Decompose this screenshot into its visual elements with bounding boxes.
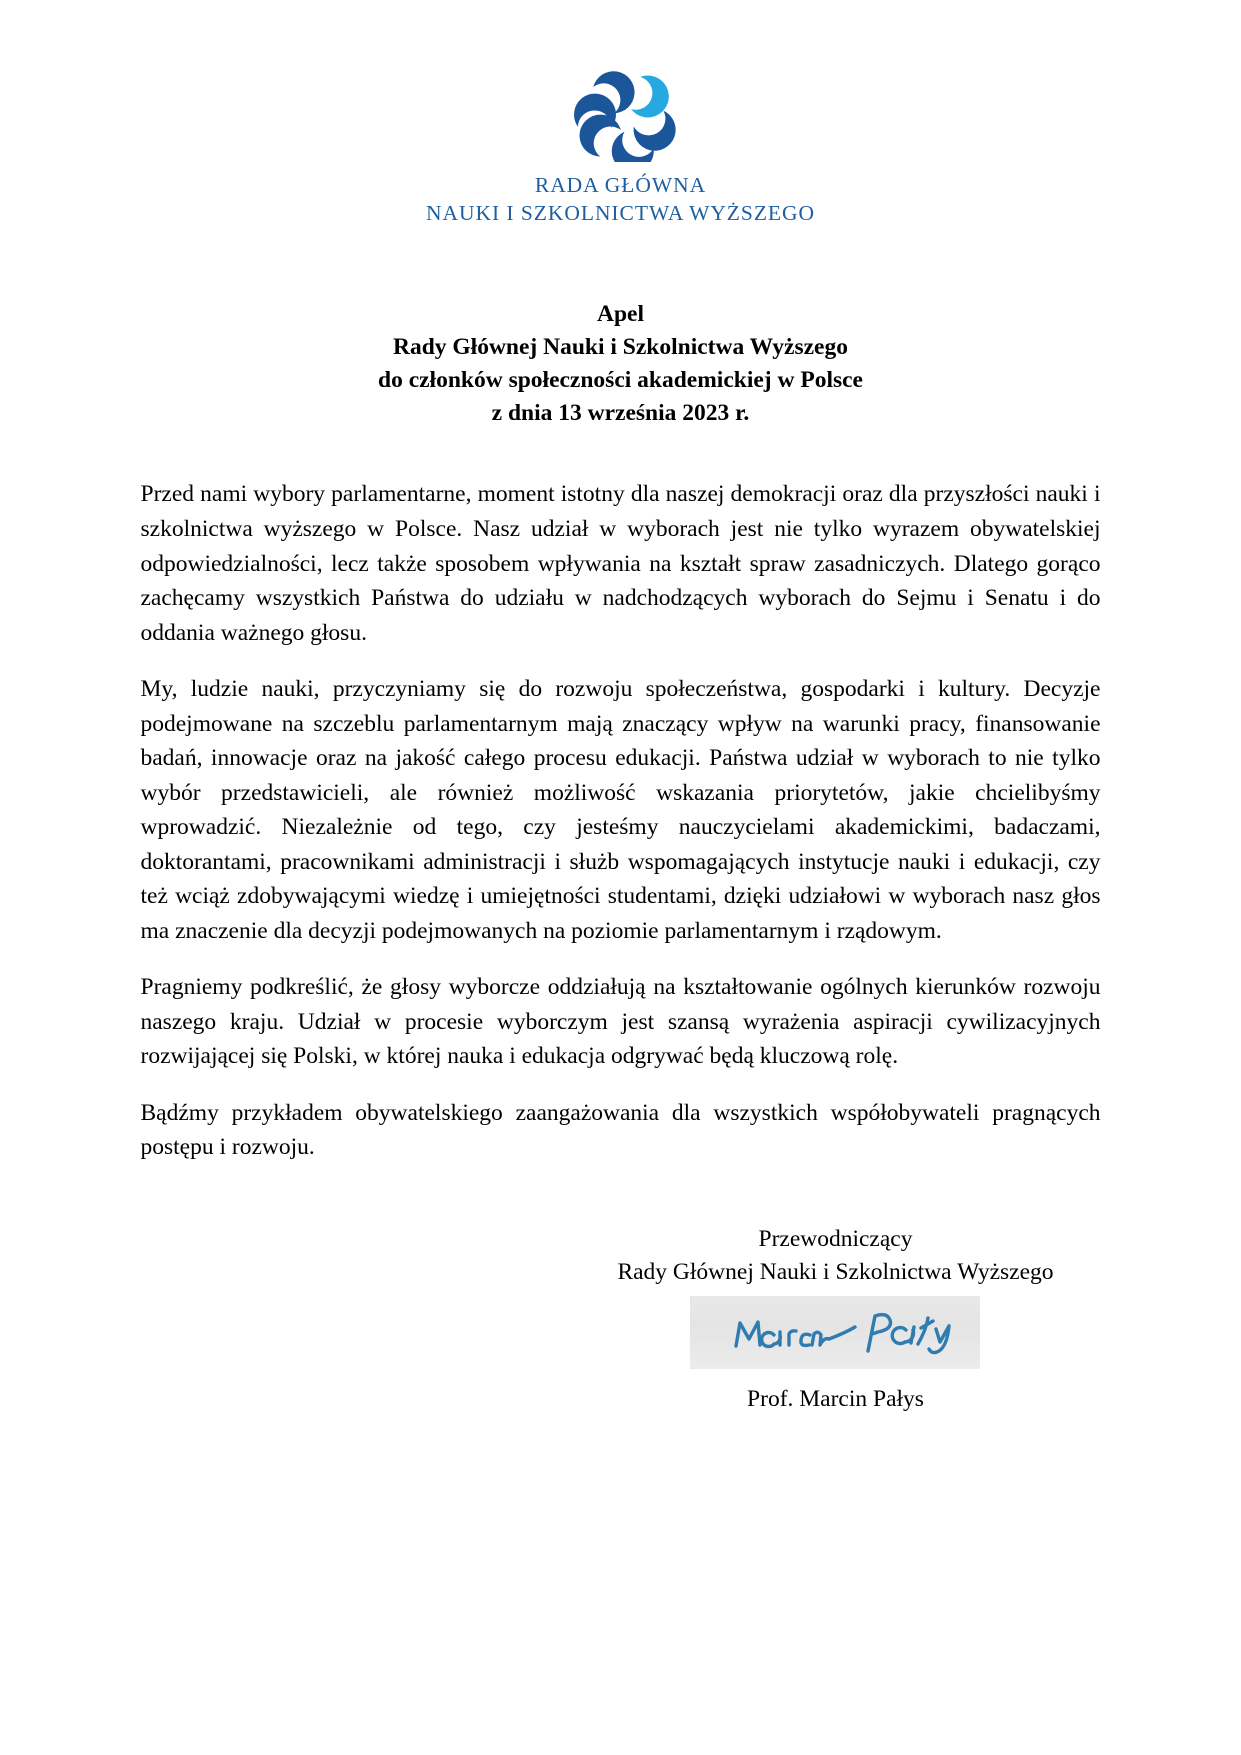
letterhead xyxy=(0,0,1241,228)
signatory-role: Przewodniczący xyxy=(758,1226,913,1252)
body-paragraph-4: Bądźmy przykładem obywatelskiego zaangażowania dla wszystkich współobywateli pragnących postępu i rozwoju. xyxy=(140,1099,1101,1161)
body-paragraph-2: My, ludzie nauki, przyczyniamy się do rozwoju społeczeństwa, gospodarki i kultury. Decyzje podejmowane na szczeblu parlamentarnym mają znaczący wpływ na warunki pracy, finansowanie badań, innowacje oraz na jakość całego procesu edukacji. Państwa udział w wyborach to nie tylko wybór przedstawicieli, ale również możliwość wskazania priorytetów, jakie chcielibyśmy wprowadzić. Niezależnie od tego, czy jesteśmy nauczycielami akademickimi, badaczami, doktorantami, pracownikami administracji i służb wspomagających instytucje nauki i edukacji, czy też wciąż zdobywającymi wiedzę i umiejętności studentami, dzięki udziałowi w wyborach nasz głos ma znaczenie dla decyzji podejmowanych na poziomie parlamentarnym i rządowym. xyxy=(140,676,1101,944)
title-line-appeal: Apel xyxy=(597,300,644,327)
organization-name-line-2: NAUKI I SZKOLNICTWA WYŻSZEGO xyxy=(426,200,815,225)
signature-inner xyxy=(617,1223,1053,1416)
body-paragraph-3: Pragniemy podkreślić, że głosy wyborcze oddziałują na kształtowanie ogólnych kierunków rozwoju naszego kraju. Udział w procesie wyborczym jest szansą wyrażenia aspiracji cywilizacyjnych rozwijającej się Polski, w której nauka i edukacja odgrywać będą kluczową rolę. xyxy=(140,974,1101,1070)
handwritten-signature-image xyxy=(690,1296,980,1369)
title-line-council: Rady Głównej Nauki i Szkolnictwa Wyższego xyxy=(392,333,848,360)
signatory-printed-name: Prof. Marcin Pałys xyxy=(747,1385,924,1412)
title-line-date: z dnia 13 września 2023 r. xyxy=(491,399,750,426)
organization-name-line-1: RADA GŁÓWNA xyxy=(534,173,707,197)
rosette-flower-logo-icon xyxy=(563,58,679,162)
title-line-audience: do członków społeczności akademickiej w Polsce xyxy=(378,366,863,393)
organization-name xyxy=(0,172,1241,228)
signature-block xyxy=(141,1165,1101,1416)
body-paragraph-1: Przed nami wybory parlamentarne, moment istotny dla naszej demokracji oraz dla przyszłości nauki i szkolnictwa wyższego w Polsce. Nasz udział w wyborach jest nie tylko wyrazem obywatelskiej odpowiedzialności, lecz także sposobem wpływania na kształt spraw zasadniczych. Dlatego gorąco zachęcamy wszystkich Państwa do udziału w nadchodzących wyborach do Sejmu i Senatu i do oddania ważnego głosu. xyxy=(140,481,1101,646)
document-body xyxy=(141,429,1101,1165)
signatory-organization: Rady Głównej Nauki i Szkolnictwa Wyższego xyxy=(617,1259,1054,1286)
document-title xyxy=(0,298,1241,430)
